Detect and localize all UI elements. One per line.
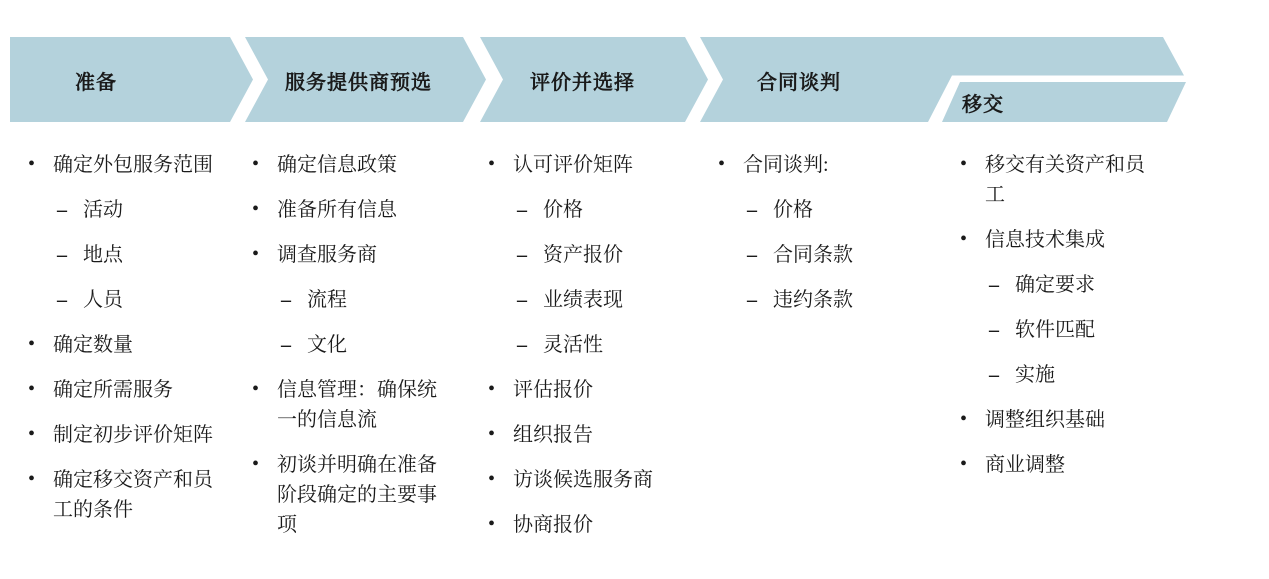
stage-label-contract-negotiation: 合同谈判 [757, 72, 841, 94]
list-item [486, 330, 686, 360]
dash-icon: – [57, 244, 67, 266]
bullet-icon: • [252, 243, 260, 265]
list-item [958, 150, 1168, 210]
stage-column-contract-negotiation [716, 150, 916, 330]
list-item-text: 组织报告 [513, 424, 593, 446]
list-item [250, 375, 450, 435]
list-item [26, 465, 226, 525]
list-item [486, 150, 686, 180]
list-item-text: 合同条款 [773, 244, 853, 266]
list-item [486, 420, 686, 450]
dash-icon: – [57, 289, 67, 311]
bullet-icon: • [28, 378, 36, 400]
list-item-text: 违约条款 [773, 289, 853, 311]
dash-icon: – [517, 289, 527, 311]
stage-item-list [26, 150, 226, 525]
dash-icon: – [747, 199, 757, 221]
bullet-icon: • [252, 378, 260, 400]
list-item [486, 465, 686, 495]
list-item [958, 360, 1168, 390]
list-item-text: 评估报价 [513, 379, 593, 401]
list-item-text: 价格 [773, 199, 813, 221]
stage-column-provider-preselection [250, 150, 450, 555]
list-item [26, 330, 226, 360]
list-item [958, 450, 1168, 480]
list-item-text: 信息技术集成 [985, 229, 1105, 251]
bullet-icon: • [488, 423, 496, 445]
bullet-icon: • [28, 153, 36, 175]
list-item-text: 确定信息政策 [277, 154, 397, 176]
stage-item-list [250, 150, 450, 540]
bullet-icon: • [960, 228, 968, 250]
dash-icon: – [989, 319, 999, 341]
list-item [958, 315, 1168, 345]
bullet-icon: • [960, 453, 968, 475]
list-item [486, 240, 686, 270]
list-item [250, 285, 450, 315]
dash-icon: – [989, 364, 999, 386]
list-item [26, 375, 226, 405]
stage-label-handover: 移交 [962, 94, 1004, 116]
list-item-text: 确定移交资产和员工的条件 [53, 469, 213, 521]
bullet-icon: • [488, 468, 496, 490]
bullet-icon: • [960, 153, 968, 175]
list-item [26, 195, 226, 225]
bullet-icon: • [718, 153, 726, 175]
list-item [716, 150, 916, 180]
dash-icon: – [57, 199, 67, 221]
dash-icon: – [517, 334, 527, 356]
list-item-text: 调整组织基础 [985, 409, 1105, 431]
list-item-text: 制定初步评价矩阵 [53, 424, 213, 446]
list-item [250, 450, 450, 540]
list-item-text: 地点 [83, 244, 123, 266]
stage-label-provider-preselection: 服务提供商预选 [285, 72, 432, 94]
stage-item-list [716, 150, 916, 315]
list-item-text: 资产报价 [543, 244, 623, 266]
stage-column-evaluate-and-select [486, 150, 686, 555]
list-item [26, 285, 226, 315]
bullet-icon: • [488, 378, 496, 400]
list-item-text: 业绩表现 [543, 289, 623, 311]
list-item [250, 150, 450, 180]
bullet-icon: • [252, 153, 260, 175]
list-item [486, 195, 686, 225]
list-item-text: 商业调整 [985, 454, 1065, 476]
bullet-icon: • [28, 468, 36, 490]
list-item-text: 访谈候选服务商 [513, 469, 653, 491]
list-item-text: 文化 [307, 334, 347, 356]
list-item-text: 确定要求 [1015, 274, 1095, 296]
list-item [26, 150, 226, 180]
list-item [958, 225, 1168, 255]
stage-column-preparation [26, 150, 226, 540]
list-item-text: 实施 [1015, 364, 1055, 386]
list-item [716, 285, 916, 315]
list-item-text: 活动 [83, 199, 123, 221]
list-item [486, 285, 686, 315]
bullet-icon: • [28, 333, 36, 355]
stage-label-evaluate-and-select: 评价并选择 [530, 72, 635, 94]
bullet-icon: • [28, 423, 36, 445]
list-item-text: 确定所需服务 [53, 379, 173, 401]
list-item-text: 价格 [543, 199, 583, 221]
dash-icon: – [517, 244, 527, 266]
dash-icon: – [747, 244, 757, 266]
list-item-text: 确定数量 [53, 334, 133, 356]
list-item-text: 协商报价 [513, 514, 593, 536]
list-item-text: 初谈并明确在准备阶段确定的主要事项 [277, 454, 437, 536]
stage-item-list [486, 150, 686, 540]
list-item-text: 确定外包服务范围 [53, 154, 213, 176]
bullet-icon: • [488, 513, 496, 535]
list-item [958, 405, 1168, 435]
list-item [250, 195, 450, 225]
list-item [486, 510, 686, 540]
list-item-text: 认可评价矩阵 [513, 154, 633, 176]
list-item-text: 信息管理：确保统一的信息流 [277, 379, 437, 431]
list-item-text: 人员 [83, 289, 123, 311]
dash-icon: – [281, 289, 291, 311]
bullet-icon: • [252, 198, 260, 220]
dash-icon: – [281, 334, 291, 356]
list-item-text: 合同谈判: [743, 154, 829, 176]
list-item [716, 240, 916, 270]
dash-icon: – [517, 199, 527, 221]
list-item [250, 240, 450, 270]
list-item [26, 420, 226, 450]
list-item-text: 灵活性 [543, 334, 603, 356]
bullet-icon: • [252, 453, 260, 475]
dash-icon: – [989, 274, 999, 296]
stage-column-handover [958, 150, 1168, 495]
bullet-icon: • [488, 153, 496, 175]
stage-label-preparation: 准备 [75, 72, 117, 94]
bullet-icon: • [960, 408, 968, 430]
list-item-text: 流程 [307, 289, 347, 311]
list-item-text: 准备所有信息 [277, 199, 397, 221]
stage-shape-preparation [10, 37, 253, 122]
list-item [486, 375, 686, 405]
stage-item-list [958, 150, 1168, 480]
dash-icon: – [747, 289, 757, 311]
list-item [716, 195, 916, 225]
list-item-text: 软件匹配 [1015, 319, 1095, 341]
list-item [958, 270, 1168, 300]
list-item-text: 移交有关资产和员工 [985, 154, 1145, 206]
list-item [250, 330, 450, 360]
list-item [26, 240, 226, 270]
list-item-text: 调查服务商 [277, 244, 377, 266]
